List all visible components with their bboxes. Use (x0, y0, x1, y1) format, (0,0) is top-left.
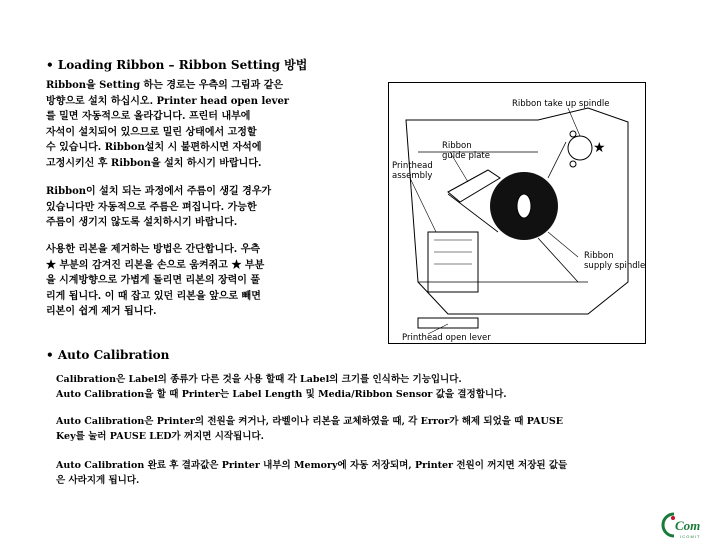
icom-logo (660, 510, 720, 540)
text-line: Auto Calibration 완료 후 결과값은 Printer 내부의 Memory에 자동 저장되며, Printer 전원이 꺼지면 저장된 값들 (56, 460, 568, 471)
label-guide-plate-1: Ribbon (442, 141, 472, 151)
star-marker-icon: ★ (593, 140, 606, 156)
text-line: Auto Calibration은 Printer의 전원을 켜거나, 라벨이나 리본을 교체하였을 때, 각 Error가 해제 되었을 때 PAUSE (56, 416, 563, 427)
text-line: 은 사라지게 됩니다. (56, 475, 140, 486)
text-line: Auto Calibration을 할 때 Printer는 Label Length 및 Media/Ribbon Sensor 값을 결정합니다. (56, 389, 507, 400)
section-title-loading-ribbon: • Loading Ribbon – Ribbon Setting 방법 (46, 58, 308, 72)
text-line: 방향으로 설치 하십시오. Printer head open lever (46, 95, 290, 107)
label-printhead-2: assembly (392, 171, 433, 181)
text-line: 리게 됩니다. 이 때 잡고 있던 리본을 앞으로 빼면 (46, 290, 261, 302)
text-line: Calibration은 Label의 종류가 다른 것을 사용 할때 각 Label의 크기를 인식하는 기능입니다. (56, 374, 462, 385)
text-line: Ribbon을 Setting 하는 경로는 우측의 그림과 같은 (46, 80, 284, 91)
label-supply-spindle-2: supply spindle (584, 261, 646, 271)
ribbon-removal-paragraph (46, 242, 264, 320)
text-line: 수 있습니다. Ribbon설치 시 불편하시면 자석에 (46, 142, 262, 153)
text-line: ★ 부분의 감겨진 리본을 손으로 움켜쥐고 ★ 부분 (46, 259, 265, 271)
text-line: 사용한 리본을 제거하는 방법은 간단합니다. 우측 (46, 244, 261, 255)
logo-text: Com (675, 518, 701, 533)
label-printhead-lever: Printhead open lever (402, 333, 491, 343)
label-guide-plate-2: guide plate (442, 151, 490, 161)
text-line: 주름이 생기지 않도록 설치하시기 바랍니다. (46, 217, 238, 228)
label-printhead-1: Printhead (392, 161, 433, 171)
ribbon-roll-core-icon (517, 194, 531, 218)
ribbon-wrinkle-paragraph (46, 184, 271, 231)
label-supply-spindle-1: Ribbon (584, 251, 614, 261)
calibration-start-paragraph (56, 414, 563, 444)
ribbon-loading-diagram (388, 82, 646, 344)
ribbon-setting-paragraph (46, 78, 289, 171)
calibration-result-paragraph (56, 458, 567, 488)
text-line: 있습니다만 자동적으로 주름은 펴집니다. 가능한 (46, 201, 257, 213)
text-line: Key를 눌러 PAUSE LED가 꺼지면 시작됩니다. (56, 431, 264, 442)
text-line: 고정시키신 후 Ribbon을 설치 하시기 바랍니다. (46, 157, 262, 169)
calibration-description-paragraph (56, 372, 507, 402)
text-line: Ribbon이 설치 되는 과정에서 주름이 생길 경우가 (46, 186, 272, 197)
text-line: 를 밀면 자동적으로 올라갑니다. 프린터 내부에 (46, 111, 251, 122)
text-line: 자석이 설치되어 있으므로 밀린 상태에서 고정할 (46, 126, 257, 138)
text-line: 을 시계방향으로 가볍게 돌리면 리본의 장력이 풀 (46, 275, 261, 286)
text-line: 리본이 쉽게 제거 됩니다. (46, 306, 157, 317)
section-title-auto-calibration: • Auto Calibration (46, 348, 170, 362)
logo-subtext: I C O M I T (680, 534, 700, 539)
label-take-up-spindle: Ribbon take up spindle (512, 99, 610, 109)
